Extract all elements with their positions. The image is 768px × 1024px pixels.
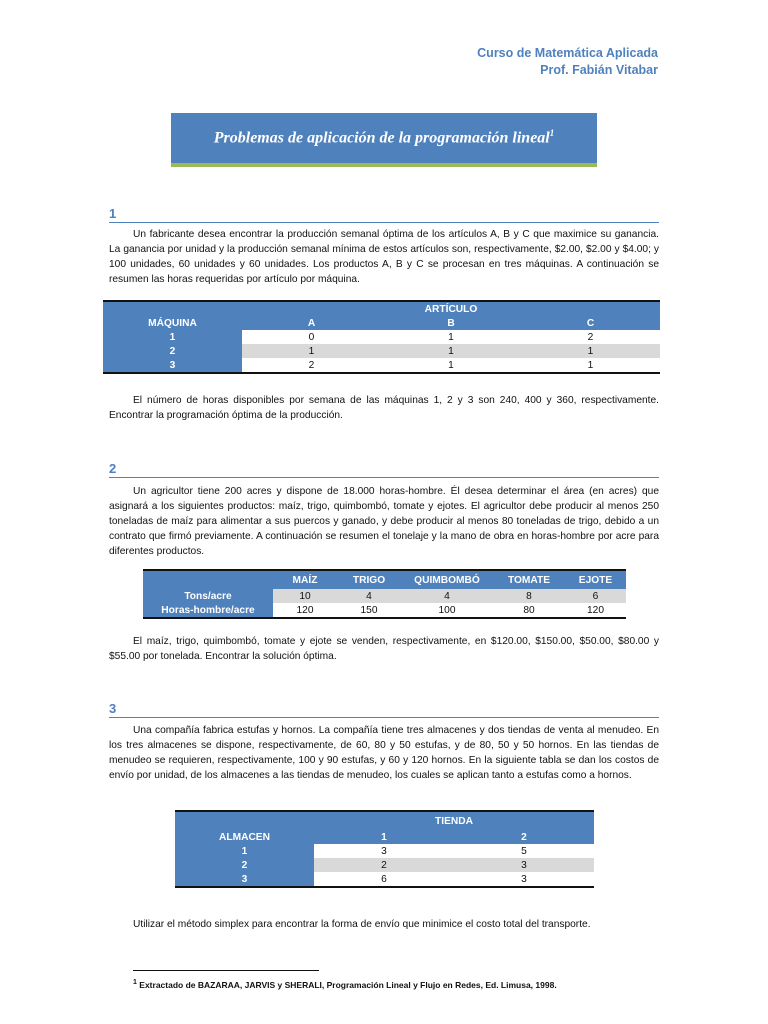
- course-name: Curso de Matemática Aplicada: [477, 46, 658, 60]
- crop-yield-table: [143, 569, 626, 619]
- table-row-label: 1: [175, 844, 314, 858]
- table-group-header: ARTÍCULO: [242, 301, 660, 316]
- page-title: Problemas de aplicación de la programación lineal$^1$: [213, 128, 555, 147]
- table-row-header: MÁQUINA: [148, 317, 197, 329]
- table-column-header: C: [586, 317, 595, 329]
- table-cell: 150: [337, 603, 401, 618]
- table-row-label: 2: [103, 344, 242, 358]
- table-row: [103, 358, 660, 373]
- section-3-paragraph-2: Utilizar el método simplex para encontrar la forma de envío que minimice el costo total del transporte.: [133, 919, 591, 930]
- section-1-rule: [109, 222, 659, 223]
- table-cell: 4: [401, 589, 493, 603]
- table-cell: 3: [454, 872, 594, 887]
- table-cell: 2: [314, 858, 454, 872]
- table-column-header: 1: [381, 831, 387, 843]
- table-cell: 80: [493, 603, 565, 618]
- table-header-row: [103, 316, 660, 330]
- footnote: [133, 979, 557, 990]
- table-cell: 2: [521, 330, 660, 344]
- table-column-header: EJOTE: [565, 570, 626, 589]
- table-cell: 120: [565, 603, 626, 618]
- table-cell: 1: [381, 344, 521, 358]
- table-row: [175, 872, 594, 887]
- table-cell: 10: [273, 589, 337, 603]
- section-3-rule: [109, 717, 659, 718]
- table-row: [175, 858, 594, 872]
- footnote-text: Extractado de BAZARAA, JARVIS y SHERALI, Programación Lineal y Flujo en Redes, Ed. Limusa, 1998.: [139, 979, 557, 990]
- table-cell: 4: [337, 589, 401, 603]
- table-cell: 1: [381, 358, 521, 373]
- section-2-rule: [109, 477, 659, 478]
- table-column-header: A: [307, 317, 316, 329]
- table-group-header-row: [103, 301, 660, 316]
- footnote-mark: 1: [133, 979, 137, 986]
- table-row: [143, 603, 626, 618]
- table-cell: 1: [521, 344, 660, 358]
- table-row: [103, 330, 660, 344]
- section-1-paragraph-2: El número de horas disponibles por semana de las máquinas 1, 2 y 3 son 240, 400 y 360, respectivamente. Encontrar la programación óptima de la producción.: [109, 395, 659, 421]
- table-group-header-row: [175, 811, 594, 830]
- table-column-header: 2: [521, 831, 527, 843]
- section-2-paragraph-2: El maíz, trigo, quimbombó, tomate y ejote se venden, respectivamente, en $120.00, $150.00, $50.00, $80.00 y $55.00 por tonelada. Encontrar la solución óptima.: [109, 636, 659, 662]
- table-header-row: [143, 570, 626, 589]
- table-cell: 6: [314, 872, 454, 887]
- title-banner: [171, 113, 597, 167]
- section-3-paragraph-1: Una compañía fabrica estufas y hornos. La compañía tiene tres almacenes y dos tiendas de venta al menudeo. En los tres almacenes se dispone, respectivamente, de 60, 80 y 50 estufas, y de 80, 50 y 50 hornos. En las tiendas de menudeo se requieren, respectivamente, 100 y 90 estufas, y 60 y 120 hornos. En la siguiente tabla se dan los costos de envío por unidad, de los almacenes a las tiendas de menudeo, los cuales se aplican tanto a estufas como a hornos.: [109, 725, 659, 781]
- table-column-header: MAÍZ: [273, 570, 337, 589]
- table-cell: 5: [454, 844, 594, 858]
- section-1-number: 1: [109, 206, 117, 221]
- table-row-label: 3: [103, 358, 242, 373]
- page-header: [477, 45, 658, 79]
- table-row-label: 2: [175, 858, 314, 872]
- table-cell: 1: [381, 330, 521, 344]
- table-cell: 1: [242, 344, 381, 358]
- table-row-label: 3: [175, 872, 314, 887]
- table-cell: 100: [401, 603, 493, 618]
- table-row-header: ALMACEN: [219, 831, 270, 843]
- table-row: [103, 344, 660, 358]
- table-cell: 3: [454, 858, 594, 872]
- machine-hours-table: [103, 300, 660, 374]
- table-column-header: TRIGO: [337, 570, 401, 589]
- table-column-header: B: [447, 317, 455, 329]
- table-row-label: 1: [103, 330, 242, 344]
- table-group-header: TIENDA: [314, 811, 594, 830]
- table-cell: 0: [242, 330, 381, 344]
- table-column-header: TOMATE: [493, 570, 565, 589]
- footnote-rule: [133, 970, 319, 971]
- table-row: [143, 589, 626, 603]
- title-footnote-mark: 1: [549, 128, 555, 139]
- professor-name: Prof. Fabián Vitabar: [540, 63, 658, 77]
- table-row-label: Horas-hombre/acre: [143, 603, 273, 618]
- table-cell: 2: [242, 358, 381, 373]
- table-cell: 3: [314, 844, 454, 858]
- table-cell: 1: [521, 358, 660, 373]
- table-row: [175, 844, 594, 858]
- table-cell: 120: [273, 603, 337, 618]
- table-cell: 6: [565, 589, 626, 603]
- table-column-header: QUIMBOMBÓ: [401, 570, 493, 589]
- section-1-paragraph-1: Un fabricante desea encontrar la producción semanal óptima de los artículos A, B y C que maximice su ganancia. La ganancia por unidad y la producción semanal mínima de estos artículos son, respectivamente, $2.00, $2.00 y $4.00; y 100 unidades, 60 unidades y 60 unidades. Los productos A, B y C se procesan en tres máquinas. A continuación se resumen las horas requeridas por artículo por máquina.: [109, 229, 659, 285]
- section-2-paragraph-1: Un agricultor tiene 200 acres y dispone de 18.000 horas-hombre. Él desea determinar el área (en acres) que asignará a los siguientes productos: maíz, trigo, quimbombó, tomate y ejotes. El agricultor debe producir al menos 250 toneladas de maíz para alimentar a sus puercos y ganado, y debe producir al menos 80 toneladas de trigo, debido a un contrato que firmó previamente. A continuación se resumen el tonelaje y la mano de obra en horas-hombre por acre para diferentes productos.: [109, 486, 659, 557]
- table-header-row: [175, 830, 594, 844]
- table-row-label: Tons/acre: [143, 589, 273, 603]
- table-cell: 8: [493, 589, 565, 603]
- section-3-number: 3: [109, 701, 117, 716]
- shipping-cost-table: [175, 810, 594, 888]
- section-2-number: 2: [109, 461, 117, 476]
